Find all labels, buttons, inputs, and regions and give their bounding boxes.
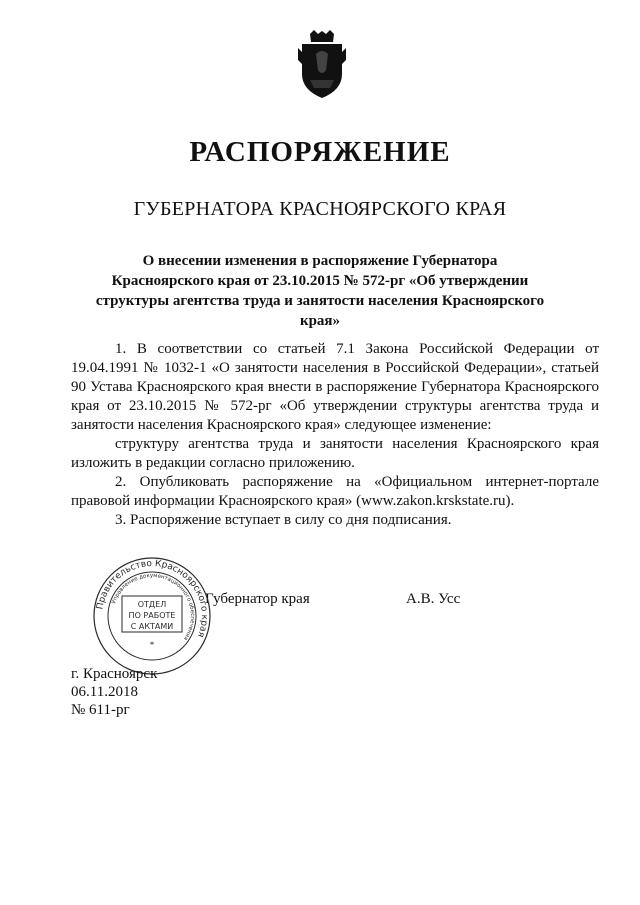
document-subject	[80, 251, 560, 331]
paragraph-2: 2. Опубликовать распоряжение на «Официальном интернет-портале правовой информации Красноярского края» (www.zakon.krskstate.ru).	[71, 474, 599, 509]
paragraph-1-continuation: структуру агентства труда и занятости населения Красноярского края изложить в редакции согласно приложению.	[71, 436, 599, 471]
stamp-center-line: С АКТАМИ	[130, 622, 174, 631]
paragraph-3: 3. Распоряжение вступает в силу со дня подписания.	[115, 512, 452, 528]
issue-city: г. Красноярск	[71, 666, 158, 682]
official-stamp	[92, 556, 212, 676]
subject-line: структуры агентства труда и занятости населения Красноярского края»	[95, 293, 545, 329]
signatory-name: А.В. Усс	[406, 591, 461, 607]
svg-text:*: *	[149, 640, 155, 650]
paragraph-1: 1. В соответствии со статьей 7.1 Закона Российской Федерации от 19.04.1991 № 1032-1 «О занятости населения в Российской Федерации», статьей 90 Устава Красноярского края внести в распоряжение Губернатора Красноярского края от 23.10.2015 № 572-рг «Об утверждении структуры агентства труда и занятости населения Красноярского края» следующее изменение:	[71, 341, 599, 433]
stamp-inner-text: Управление документационного обеспечения	[111, 572, 196, 642]
document-title: РАСПОРЯЖЕНИЕ	[189, 136, 451, 168]
issue-date: 06.11.2018	[71, 684, 138, 700]
stamp-outer-text: Правительство Красноярского края	[95, 558, 210, 639]
stamp-center-line: ПО РАБОТЕ	[128, 611, 176, 620]
document-body	[71, 340, 599, 530]
document-footer	[71, 665, 157, 719]
document-number: № 611-рг	[71, 702, 130, 718]
stamp-center-line: ОТДЕЛ	[137, 600, 167, 609]
signatory-title: Губернатор края	[205, 591, 310, 607]
subject-line: О внесении изменения в распоряжение Губернатора	[142, 253, 498, 269]
document-subtitle: ГУБЕРНАТОРА КРАСНОЯРСКОГО КРАЯ	[133, 198, 507, 220]
subject-line: Красноярского края от 23.10.2015 № 572-рг «Об утверждении	[111, 273, 529, 289]
krasnoyarsk-coat-of-arms-icon	[296, 30, 348, 100]
